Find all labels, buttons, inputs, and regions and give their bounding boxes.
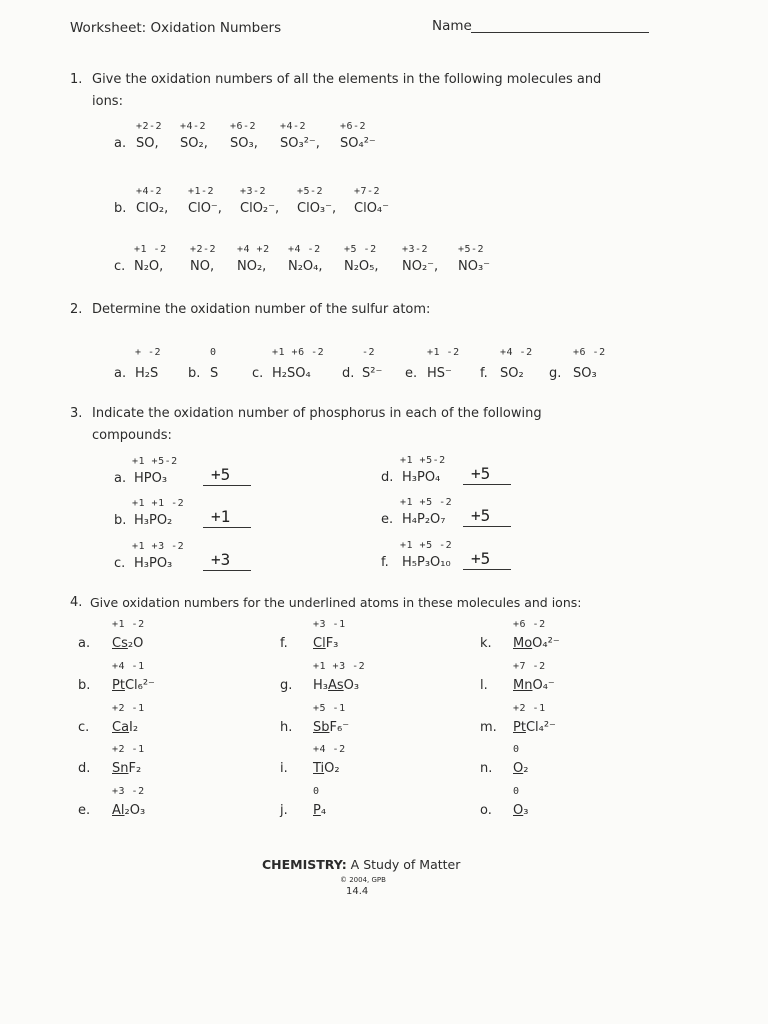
- q4-annotation: 0: [313, 786, 320, 797]
- q4-formula: [112, 803, 145, 818]
- q4-annotation: +3 -2: [112, 786, 145, 797]
- q4-formula: [112, 761, 141, 776]
- q4-formula: [513, 636, 560, 651]
- q4-item-label: k.: [480, 636, 492, 651]
- q4-underlined-atom: Ti: [313, 761, 325, 776]
- q4-item-label: d.: [78, 761, 91, 776]
- q1-formula: N₂O₅,: [344, 259, 379, 274]
- q2-annotation: -2: [362, 347, 376, 358]
- q4-formula-rest: Cl₆²⁻: [124, 678, 155, 693]
- q4-annotation: +1 -2: [112, 619, 145, 630]
- q4-formula: [112, 720, 138, 735]
- q2-item-label: e.: [405, 366, 418, 381]
- q1-formula: ClO₂⁻,: [240, 201, 280, 216]
- q3-answer-line: [203, 527, 251, 528]
- q1-row-label: c.: [114, 259, 126, 274]
- q3-text-line1: Indicate the oxidation number of phosphorus in each of the following: [92, 406, 542, 421]
- q3-number: 3.: [70, 406, 83, 421]
- q4-underlined-atom: Al: [112, 803, 125, 818]
- q1-formula: NO₂⁻,: [402, 259, 439, 274]
- q1-formula: SO,: [136, 136, 159, 151]
- q4-formula-rest: ₂O: [127, 636, 144, 651]
- q3-item-label: b.: [114, 513, 127, 528]
- q3-formula: H₅P₃O₁₀: [402, 555, 451, 570]
- q4-annotation: +6 -2: [513, 619, 546, 630]
- q3-item-label: d.: [381, 470, 394, 485]
- footer-brand: CHEMISTRY:: [262, 857, 347, 872]
- q3-answer: +5: [471, 464, 491, 483]
- q4-formula: [513, 720, 556, 735]
- q1-annotation: +3-2: [240, 186, 267, 197]
- q1-annotation: +5-2: [458, 244, 485, 255]
- q4-item-label: n.: [480, 761, 493, 776]
- q3-answer-line: [203, 485, 251, 486]
- q4-formula-rest: O₄²⁻: [532, 636, 560, 651]
- q4-formula: [313, 678, 359, 693]
- q2-item-label: g.: [549, 366, 562, 381]
- q4-annotation: +2 -1: [112, 703, 145, 714]
- q4-item-label: b.: [78, 678, 91, 693]
- q4-formula-rest: F₃: [325, 636, 339, 651]
- q4-item-label: j.: [280, 803, 288, 818]
- q1-formula: SO₂,: [180, 136, 208, 151]
- q3-answer: +5: [471, 549, 491, 568]
- q4-formula: [112, 678, 155, 693]
- q1-annotation: +5-2: [297, 186, 324, 197]
- q4-formula-rest: I₂: [129, 720, 139, 735]
- q1-number: 1.: [70, 72, 83, 87]
- q4-underlined-atom: O: [513, 761, 524, 776]
- q4-annotation: +2 -1: [112, 744, 145, 755]
- q4-underlined-atom: O: [513, 803, 524, 818]
- q2-annotation: +1 -2: [427, 347, 460, 358]
- q1-annotation: +4-2: [136, 186, 163, 197]
- q2-item-label: a.: [114, 366, 127, 381]
- q2-formula: H₂S: [135, 366, 159, 381]
- q4-formula: [513, 678, 555, 693]
- q1-annotation: +1 -2: [134, 244, 167, 255]
- q4-item-label: l.: [480, 678, 488, 693]
- q4-formula: [513, 761, 528, 776]
- q4-annotation: +5 -1: [313, 703, 346, 714]
- q4-formula-rest: F₂: [128, 761, 142, 776]
- q1-formula: ClO₄⁻: [354, 201, 389, 216]
- q3-answer-line: [463, 526, 511, 527]
- q1-formula: ClO₃⁻,: [297, 201, 337, 216]
- q3-annotation: +1 +3 -2: [132, 541, 185, 552]
- q4-formula: [112, 636, 143, 651]
- q2-text: Determine the oxidation number of the sulfur atom:: [92, 302, 431, 317]
- q1-annotation: +4-2: [180, 121, 207, 132]
- q4-underlined-atom: Cs: [112, 636, 128, 651]
- q2-annotation: 0: [210, 347, 217, 358]
- q3-formula: H₃PO₂: [134, 513, 173, 528]
- q4-formula: [313, 761, 340, 776]
- q1-formula: N₂O,: [134, 259, 164, 274]
- q3-item-label: c.: [114, 556, 126, 571]
- q3-answer: +3: [211, 550, 231, 569]
- name-label: Name: [432, 18, 472, 34]
- q4-annotation: +4 -2: [313, 744, 346, 755]
- q4-underlined-atom: Mo: [513, 636, 533, 651]
- q3-item-label: f.: [381, 555, 389, 570]
- q1-annotation: +3-2: [402, 244, 429, 255]
- q4-underlined-atom: Cl: [313, 636, 326, 651]
- q4-item-label: m.: [480, 720, 497, 735]
- name-line: [471, 32, 649, 33]
- q4-underlined-atom: Ca: [112, 720, 130, 735]
- worksheet-title: Worksheet: Oxidation Numbers: [70, 20, 282, 36]
- q4-formula-prefix: H₃: [313, 678, 328, 693]
- q4-annotation: +4 -1: [112, 661, 145, 672]
- q4-underlined-atom: Pt: [513, 720, 526, 735]
- q4-formula-rest: O₄⁻: [532, 678, 555, 693]
- q4-formula: [313, 803, 326, 818]
- q3-item-label: a.: [114, 471, 127, 486]
- q2-item-label: d.: [342, 366, 355, 381]
- q1-formula: SO₃,: [230, 136, 258, 151]
- q1-formula: SO₄²⁻: [340, 136, 376, 151]
- q4-underlined-atom: Mn: [513, 678, 533, 693]
- q2-annotation: +6 -2: [573, 347, 606, 358]
- q1-formula: ClO⁻,: [188, 201, 222, 216]
- q1-annotation: +2-2: [190, 244, 217, 255]
- q4-annotation: 0: [513, 786, 520, 797]
- q4-item-label: f.: [280, 636, 288, 651]
- q4-formula-rest: ₄: [320, 803, 327, 818]
- q4-text: Give oxidation numbers for the underlined atoms in these molecules and ions:: [90, 595, 582, 610]
- q2-formula: HS⁻: [427, 366, 452, 381]
- q1-annotation: +2-2: [136, 121, 163, 132]
- q3-formula: H₃PO₄: [402, 470, 441, 485]
- q4-annotation: +1 +3 -2: [313, 661, 366, 672]
- q1-text-line2: ions:: [92, 94, 123, 109]
- q4-formula: [513, 803, 528, 818]
- q4-underlined-atom: Sn: [112, 761, 129, 776]
- q3-text-line2: compounds:: [92, 428, 172, 443]
- q1-annotation: +6-2: [230, 121, 257, 132]
- q2-formula: S: [210, 366, 219, 381]
- q1-formula: NO₂,: [237, 259, 267, 274]
- q3-item-label: e.: [381, 512, 394, 527]
- q1-formula: ClO₂,: [136, 201, 169, 216]
- q4-formula-rest: Cl₄²⁻: [525, 720, 556, 735]
- q1-annotation: +4 -2: [288, 244, 321, 255]
- q1-annotation: +5 -2: [344, 244, 377, 255]
- q1-formula: NO,: [190, 259, 215, 274]
- footer-page-number: 14.4: [346, 886, 369, 897]
- q3-annotation: +1 +5 -2: [400, 497, 453, 508]
- q1-annotation: +1-2: [188, 186, 215, 197]
- q3-formula: H₃PO₃: [134, 556, 173, 571]
- q2-number: 2.: [70, 302, 83, 317]
- q1-annotation: +6-2: [340, 121, 367, 132]
- q1-annotation: +7-2: [354, 186, 381, 197]
- q3-annotation: +1 +1 -2: [132, 498, 185, 509]
- q1-formula: NO₃⁻: [458, 259, 491, 274]
- q4-annotation: +3 -1: [313, 619, 346, 630]
- q3-annotation: +1 +5-2: [400, 455, 446, 466]
- q4-item-label: a.: [78, 636, 91, 651]
- q3-answer: +5: [471, 506, 491, 525]
- q2-formula: S²⁻: [362, 366, 383, 381]
- q2-item-label: c.: [252, 366, 264, 381]
- q4-underlined-atom: Pt: [112, 678, 125, 693]
- q4-underlined-atom: As: [328, 678, 344, 693]
- q1-annotation: +4 +2: [237, 244, 270, 255]
- q2-item-label: b.: [188, 366, 201, 381]
- q3-annotation: +1 +5 -2: [400, 540, 453, 551]
- q2-annotation: + -2: [135, 347, 162, 358]
- q2-formula: SO₃: [573, 366, 597, 381]
- q4-item-label: e.: [78, 803, 91, 818]
- q4-number: 4.: [70, 595, 83, 610]
- q1-formula: N₂O₄,: [288, 259, 323, 274]
- q3-formula: H₄P₂O₇: [402, 512, 446, 527]
- q4-item-label: g.: [280, 678, 293, 693]
- q2-annotation: +4 -2: [500, 347, 533, 358]
- q4-annotation: 0: [513, 744, 520, 755]
- q4-underlined-atom: P: [313, 803, 321, 818]
- q2-formula: SO₂: [500, 366, 524, 381]
- footer-title: [262, 857, 460, 872]
- q4-formula-rest: ₂O₃: [124, 803, 146, 818]
- q1-row-label: b.: [114, 201, 127, 216]
- q4-annotation: +2 -1: [513, 703, 546, 714]
- q3-annotation: +1 +5-2: [132, 456, 178, 467]
- q3-answer: +1: [211, 507, 231, 526]
- q3-answer: +5: [211, 465, 231, 484]
- q1-text-line1: Give the oxidation numbers of all the elements in the following molecules and: [92, 72, 602, 87]
- q1-formula: SO₃²⁻,: [280, 136, 320, 151]
- q4-item-label: o.: [480, 803, 492, 818]
- q3-answer-line: [463, 569, 511, 570]
- q1-row-label: a.: [114, 136, 127, 151]
- q4-formula-rest: O₂: [324, 761, 340, 776]
- q3-answer-line: [203, 570, 251, 571]
- q4-formula: [313, 720, 349, 735]
- q3-answer-line: [463, 484, 511, 485]
- q2-annotation: +1 +6 -2: [272, 347, 325, 358]
- q4-annotation: +7 -2: [513, 661, 546, 672]
- q4-item-label: h.: [280, 720, 293, 735]
- q4-underlined-atom: Sb: [313, 720, 330, 735]
- q4-formula-rest: ₂: [523, 761, 529, 776]
- q1-annotation: +4-2: [280, 121, 307, 132]
- q2-item-label: f.: [480, 366, 488, 381]
- q2-formula: H₂SO₄: [272, 366, 311, 381]
- q4-item-label: i.: [280, 761, 288, 776]
- q3-formula: HPO₃: [134, 471, 168, 486]
- q4-formula-rest: F₆⁻: [329, 720, 350, 735]
- q4-item-label: c.: [78, 720, 90, 735]
- footer-subtitle: A Study of Matter: [346, 857, 461, 872]
- q4-formula-rest: O₃: [343, 678, 360, 693]
- footer-copyright: © 2004, GPB: [340, 876, 386, 884]
- q4-formula-rest: ₃: [523, 803, 529, 818]
- q4-formula: [313, 636, 338, 651]
